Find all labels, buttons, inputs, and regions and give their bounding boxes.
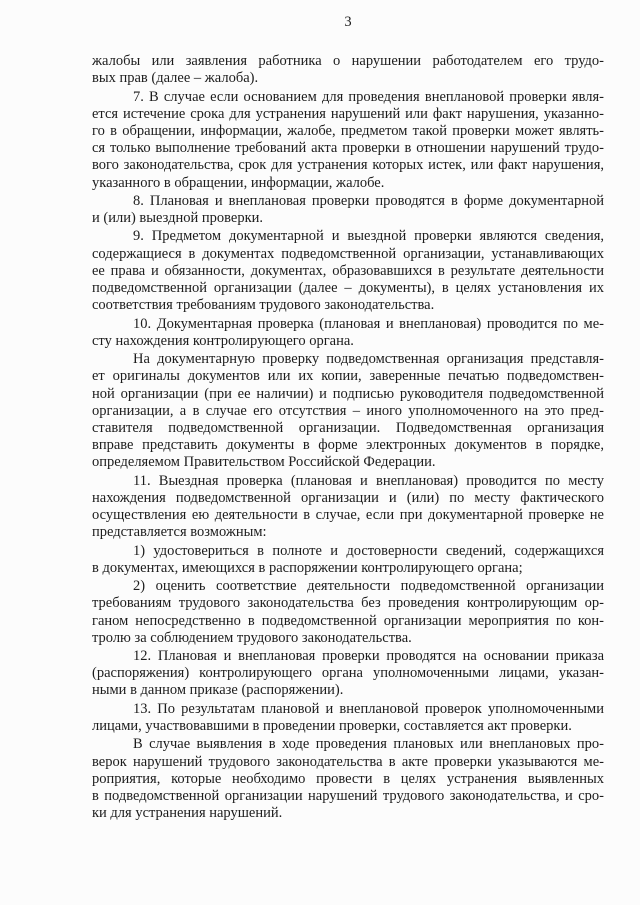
text-line: 12. Плановая и внеплановая проверки проводятся на основании приказа <box>133 648 604 665</box>
text-line: вых прав (далее – жалоба). <box>92 70 259 87</box>
text-line: в документах, имеющихся в распоряжении контролирующего органа; <box>92 559 523 576</box>
text-line: 7. В случае если основанием для проведения внеплановой проверки явля- <box>133 88 604 105</box>
text-line: и (или) выездной проверки. <box>92 210 263 227</box>
text-line: вого законодательства, срок для устранения которых истек, или факт нарушения, <box>92 157 604 174</box>
clause-7 <box>92 89 604 192</box>
text-line: 11. Выездная проверка (плановая и внеплановая) проводится по месту <box>133 472 604 489</box>
text-line: указанного в обращении, информации, жалобе. <box>92 174 385 191</box>
text-line: (распоряжения) контролирующего органа уполномоченными лицами, указан- <box>92 665 604 682</box>
text-line: ее права и обязанности, документах, образовавшихся в результате деятельности <box>92 262 604 279</box>
text-line: представляется возможным: <box>92 524 267 541</box>
clause-12 <box>92 648 604 700</box>
clause-10-continuation <box>92 351 604 471</box>
text-line: 8. Плановая и внеплановая проверки проводятся в форме документарной <box>133 192 604 209</box>
text-line: ет оригиналы документов или их копии, заверенные печатью подведомствен- <box>92 368 604 385</box>
text-line: сту нахождения контролирующего органа. <box>92 332 354 349</box>
clause-13 <box>92 701 604 735</box>
clause-8 <box>92 193 604 227</box>
text-line: В случае выявления в ходе проведения плановых или внеплановых про- <box>133 736 604 753</box>
page-number: 3 <box>344 14 352 30</box>
text-line: ными в данном приказе (распоряжении). <box>92 682 344 699</box>
text-line: 2) оценить соответствие деятельности подведомственной организации <box>133 578 604 595</box>
text-line: роприятия, которые необходимо провести в целях устранения выявленных <box>92 770 604 787</box>
text-line: в подведомственной организации нарушений трудового законодательства, и сро- <box>92 787 604 804</box>
text-line: осуществления ею деятельности в случае, если при документарной проверке не <box>92 507 604 523</box>
text-line: подведомственной организации (далее – документы), в целях установления их <box>92 280 604 296</box>
clause-11-item-1 <box>92 543 604 577</box>
text-line: 10. Документарная проверка (плановая и внеплановая) проводится по ме- <box>133 315 604 332</box>
text-line: нахождения подведомственной организации и (или) по месту фактического <box>92 489 604 506</box>
text-line: ставителя подведомственной организации. Подведомственная организация <box>92 419 604 436</box>
document-body <box>92 53 604 824</box>
text-line: ется истечение срока для устранения нарушений или факт нарушения, указанно- <box>92 105 604 122</box>
clause-13-continuation <box>92 736 604 822</box>
text-line: 13. По результатам плановой и внеплановой проверок уполномоченными <box>133 700 604 717</box>
text-line: На документарную проверку подведомственная организация представля- <box>133 351 604 368</box>
clause-11-item-2 <box>92 578 604 647</box>
text-line: 9. Предметом документарной и выездной проверки являются сведения, <box>133 228 604 245</box>
text-line: соответствия требованиям трудового законодательства. <box>92 297 435 314</box>
text-line: жалобы или заявления работника о нарушении работодателем его трудо- <box>92 53 604 69</box>
text-line: содержащиеся в документах подведомственной организации, устанавливающих <box>92 245 604 262</box>
text-line: требованиям трудового законодательства без проведения контролирующим ор- <box>92 595 604 612</box>
text-line: организации, а в случае его отсутствия – иного уполномоченного на это пред- <box>92 402 604 419</box>
text-line: 1) удостовериться в полноте и достоверности сведений, содержащихся <box>133 542 604 559</box>
text-line: ганом непосредственно в подведомственной организации мероприятия по кон- <box>92 612 604 629</box>
text-line: верок нарушений трудового законодательства в акте проверки указываются ме- <box>92 753 604 770</box>
text-line: лицами, участвовавшими в проведении проверки, составляется акт проверки. <box>92 718 572 734</box>
text-line: тролю за соблюдением трудового законодательства. <box>92 629 412 646</box>
clause-9 <box>92 228 604 314</box>
text-line: определяемом Правительством Российской Федерации. <box>92 454 436 471</box>
paragraph-continuation <box>92 53 604 87</box>
text-line: ки для устранения нарушений. <box>92 805 283 822</box>
text-line: ной организации (при ее наличии) и подписью руководителя подведомственной <box>92 385 604 402</box>
clause-10 <box>92 316 604 350</box>
text-line: го в обращении, информации, жалобе, предметом такой проверки может являть- <box>92 122 604 139</box>
text-line: ся только выполнение требований акта проверки в отношении нарушений трудо- <box>92 140 604 157</box>
text-line: вправе представить документы в форме электронных документов в порядке, <box>92 437 604 454</box>
clause-11 <box>92 473 604 542</box>
